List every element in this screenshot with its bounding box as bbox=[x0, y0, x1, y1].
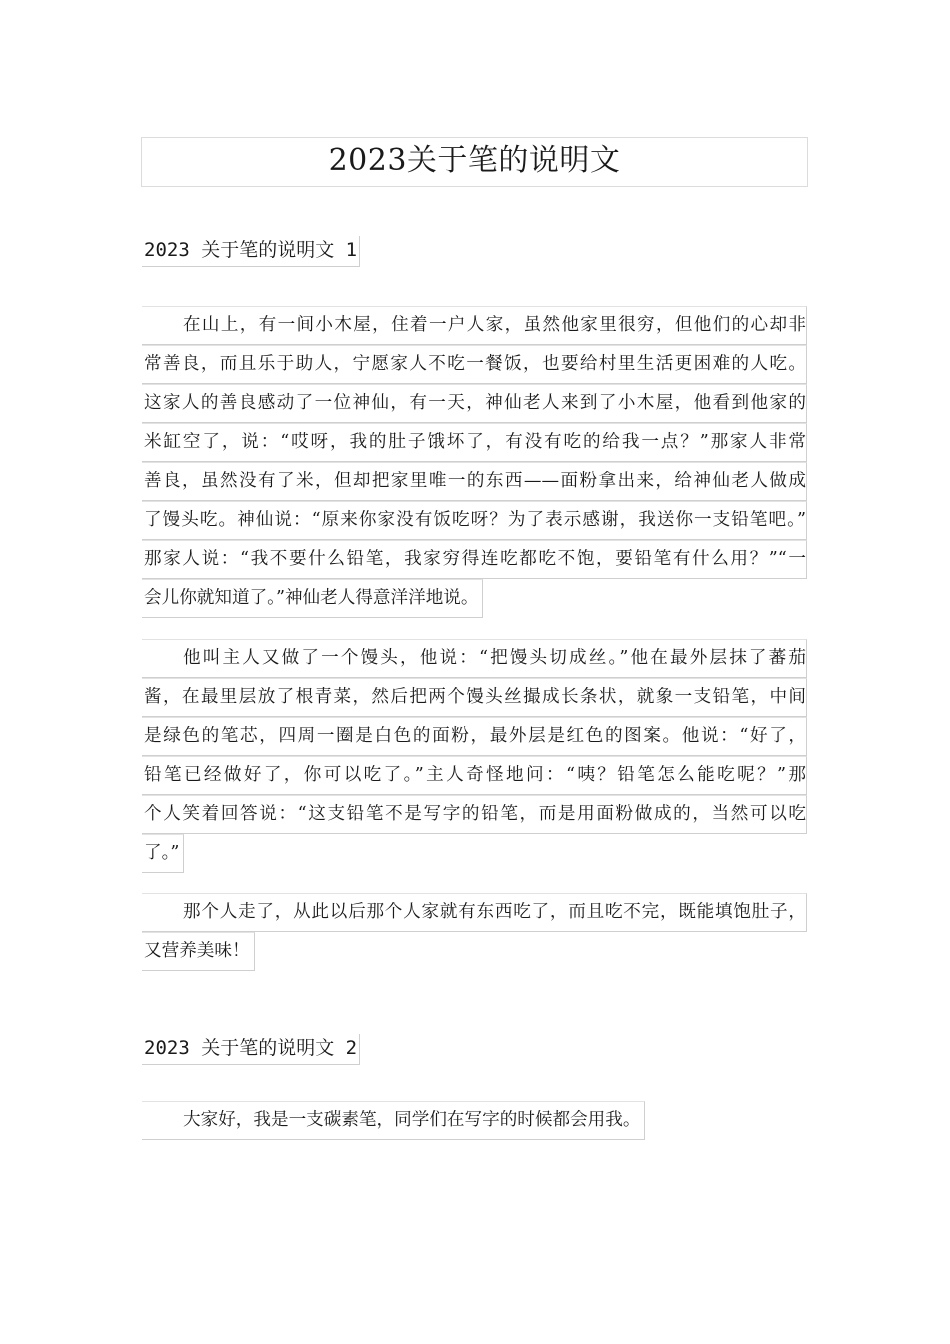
paragraph-4 bbox=[142, 1101, 807, 1145]
paragraph-line: 他叫主人又做了一个馒头，他说：“把馒头切成丝。”他在最外层抹了蕃茄 bbox=[142, 639, 807, 678]
paragraph-line: 在山上，有一间小木屋，住着一户人家，虽然他家里很穷，但他们的心却非 bbox=[142, 306, 807, 345]
paragraph-line: 这家人的善良感动了一位神仙，有一天，神仙老人来到了小木屋，他看到他家的 bbox=[142, 384, 807, 423]
paragraph-3 bbox=[142, 893, 807, 976]
paragraph-line: 了馒头吃。神仙说：“原来你家没有饭吃呀？为了表示感谢，我送你一支铅笔吧。” bbox=[142, 501, 807, 540]
paragraph-line: 那家人说：“我不要什么铅笔，我家穷得连吃都吃不饱，要铅笔有什么用？”“一 bbox=[142, 540, 807, 579]
paragraph-line: 又营养美味！ bbox=[142, 932, 255, 971]
paragraph-line: 会儿你就知道了。”神仙老人得意洋洋地说。 bbox=[142, 579, 483, 618]
paragraph-line: 常善良，而且乐于助人，宁愿家人不吃一餐饭，也要给村里生活更困难的人吃。 bbox=[142, 345, 807, 384]
paragraph-line: 那个人走了，从此以后那个人家就有东西吃了，而且吃不完，既能填饱肚子， bbox=[142, 893, 807, 932]
paragraph-line: 了。” bbox=[142, 834, 184, 873]
paragraph-line: 酱，在最里层放了根青菜，然后把两个馒头丝撮成长条状，就象一支铅笔，中间 bbox=[142, 678, 807, 717]
paragraph-line: 铅笔已经做好了，你可以吃了。”主人奇怪地问：“咦？铅笔怎么能吃呢？”那 bbox=[142, 756, 807, 795]
paragraph-line: 是绿色的笔芯，四周一圈是白色的面粉，最外层是红色的图案。他说：“好了， bbox=[142, 717, 807, 756]
paragraph-line: 善良，虽然没有了米，但却把家里唯一的东西——面粉拿出来，给神仙老人做成 bbox=[142, 462, 807, 501]
section-heading-2: 2023 关于笔的说明文 2 bbox=[142, 1034, 360, 1065]
paragraph-line: 个人笑着回答说：“这支铅笔不是写字的铅笔，而是用面粉做成的，当然可以吃 bbox=[142, 795, 807, 834]
document-title: 2023关于笔的说明文 bbox=[141, 137, 808, 187]
section-heading-1: 2023 关于笔的说明文 1 bbox=[142, 236, 360, 267]
paragraph-line: 大家好，我是一支碳素笔，同学们在写字的时候都会用我。 bbox=[142, 1101, 645, 1140]
paragraph-2 bbox=[142, 639, 807, 878]
paragraph-line: 米缸空了，说：“哎呀，我的肚子饿坏了，有没有吃的给我一点？”那家人非常 bbox=[142, 423, 807, 462]
paragraph-1 bbox=[142, 306, 807, 623]
